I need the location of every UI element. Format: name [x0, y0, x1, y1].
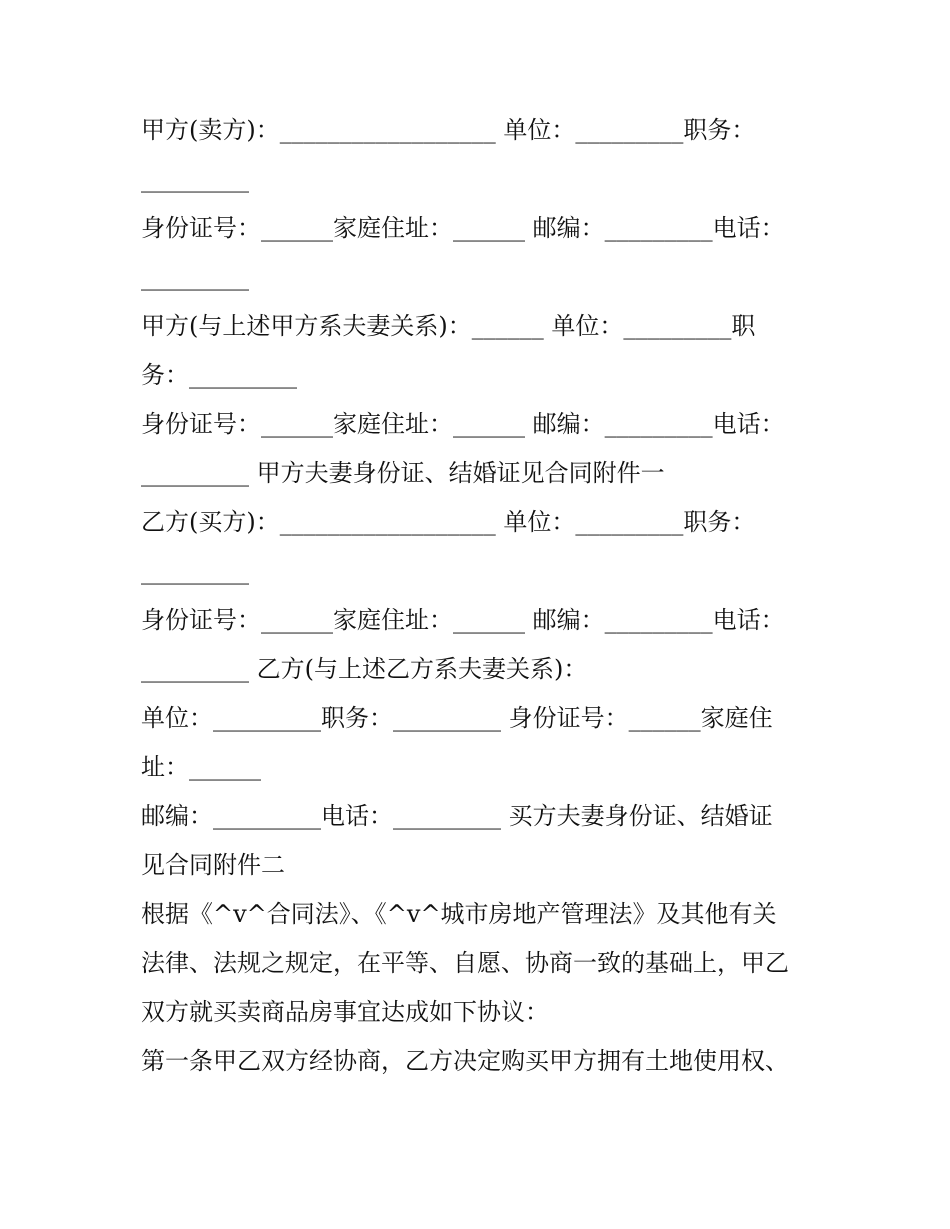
seller-phone-blank-line: _________	[141, 263, 249, 291]
contract-text	[141, 106, 821, 1086]
legal-basis-line-1: 根据《^v^合同法》、《^v^城市房地产管理法》及其他有关	[141, 900, 777, 928]
legal-basis-line-2: 法律、法规之规定，在平等、自愿、协商一致的基础上，甲乙	[141, 949, 789, 977]
seller-position-blank-line: _________	[141, 165, 249, 193]
buyer-attachment-line: 见合同附件二	[141, 851, 285, 879]
legal-basis-line-3: 双方就买卖商品房事宜达成如下协议：	[141, 998, 549, 1026]
seller-spouse-position-line: 务：_________	[141, 361, 297, 389]
seller-attachment-line: _________ 甲方夫妻身份证、结婚证见合同附件一	[141, 459, 665, 487]
buyer-spouse-heading-line: _________ 乙方(与上述乙方系夫妻关系)：	[141, 655, 588, 683]
seller-spouse-line: 甲方(与上述甲方系夫妻关系)：______ 单位：_________职	[141, 312, 756, 340]
buyer-spouse-work-line: 单位：_________职务：_________ 身份证号：______家庭住	[141, 704, 773, 732]
article-one-line: 第一条甲乙双方经协商，乙方决定购买甲方拥有土地使用权、	[141, 1047, 789, 1075]
buyer-position-blank-line: _________	[141, 557, 249, 585]
buyer-id-line: 身份证号：______家庭住址：______ 邮编：_________电话：	[141, 606, 785, 634]
seller-id-line: 身份证号：______家庭住址：______ 邮编：_________电话：	[141, 214, 785, 242]
buyer-spouse-postcode-line: 邮编：_________电话：_________ 买方夫妻身份证、结婚证	[141, 802, 773, 830]
seller-name-line: 甲方(卖方)：__________________ 单位：_________职务：	[141, 116, 756, 144]
buyer-name-line: 乙方(买方)：__________________ 单位：_________职务：	[141, 508, 756, 536]
buyer-spouse-address-line: 址：______	[141, 753, 261, 781]
seller-spouse-id-line: 身份证号：______家庭住址：______ 邮编：_________电话：	[141, 410, 785, 438]
